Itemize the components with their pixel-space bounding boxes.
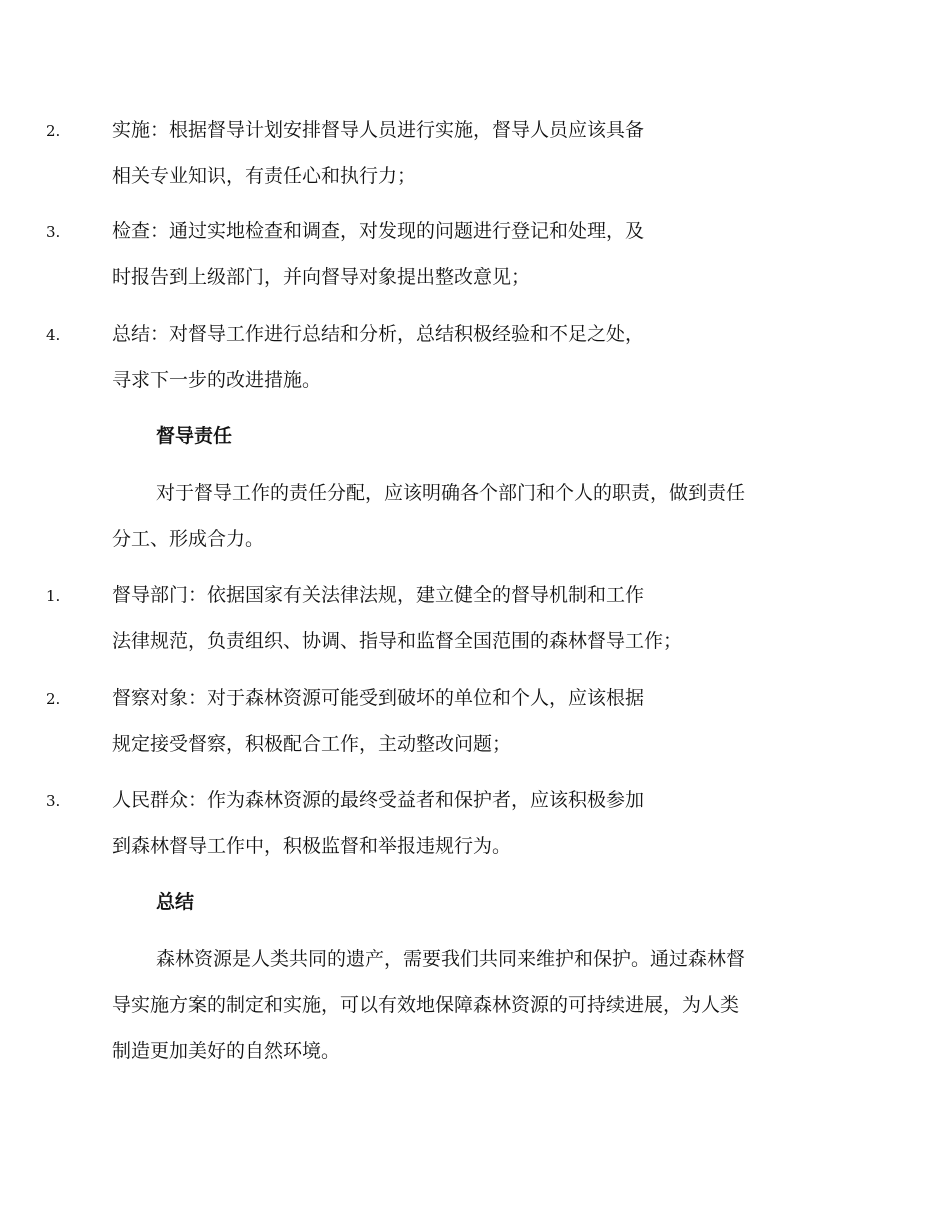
list-text: 检查：通过实地检查和调查，对发现的问题进行登记和处理，及 [112,220,645,242]
intro-text-continuation: 分工、形成合力。 [112,528,265,550]
list-item [46,777,832,869]
list-number: 4. [46,326,61,344]
list-item [46,572,832,664]
list-number: 1. [46,587,61,605]
list-text: 总结：对督导工作进行总结和分析，总结积极经验和不足之处， [112,323,645,345]
list-text-continuation: 时报告到上级部门，并向督导对象提出整改意见； [112,266,531,288]
list-item [46,107,832,199]
list-text-continuation: 到森林督导工作中，积极监督和举报违规行为。 [112,835,512,857]
list-item [46,311,832,403]
list-number: 2. [46,690,61,708]
section-heading-responsibility: 督导责任 [156,425,233,447]
summary-paragraph [112,936,832,1074]
list-text: 人民群众：作为森林资源的最终受益者和保护者，应该积极参加 [112,789,645,811]
section-intro [112,470,832,562]
summary-text: 森林资源是人类共同的遗产，需要我们共同来维护和保护。通过森林督 [156,948,746,970]
list-text: 实施：根据督导计划安排督导人员进行实施，督导人员应该具备 [112,119,645,141]
list-text-continuation: 寻求下一步的改进措施。 [112,369,322,391]
list-text-continuation: 相关专业知识，有责任心和执行力； [112,165,417,187]
list-text: 督察对象：对于森林资源可能受到破坏的单位和个人，应该根据 [112,687,645,709]
list-number: 3. [46,223,61,241]
list-text-continuation: 法律规范，负责组织、协调、指导和监督全国范围的森林督导工作； [112,630,683,652]
section-heading-summary: 总结 [156,891,195,913]
list-number: 3. [46,792,61,810]
list-text: 督导部门：依据国家有关法律法规，建立健全的督导机制和工作 [112,584,645,606]
intro-text: 对于督导工作的责任分配，应该明确各个部门和个人的职责，做到责任 [156,482,746,504]
list-item [46,208,832,300]
list-text-continuation: 规定接受督察，积极配合工作，主动整改问题； [112,733,512,755]
summary-text-continuation: 制造更加美好的自然环境。 [112,1040,341,1062]
list-number: 2. [46,122,61,140]
list-item [46,675,832,767]
summary-text-continuation: 导实施方案的制定和实施，可以有效地保障森林资源的可持续进展，为人类 [112,994,740,1016]
